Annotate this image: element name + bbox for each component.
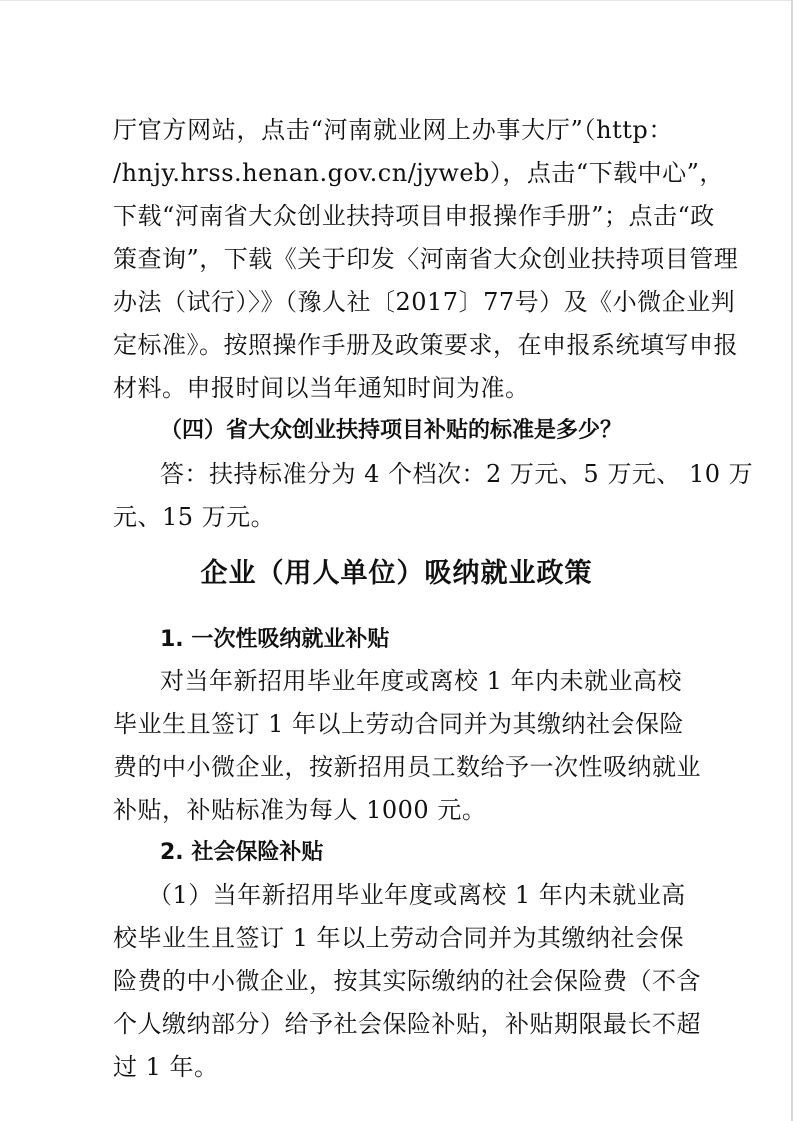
body-text-line: 个人缴纳部分）给予社会保险补贴，补贴期限最长不超: [113, 1010, 701, 1038]
body-text-line: 下载“河南省大众创业扶持项目申报操作手册”；点击“政: [113, 202, 715, 230]
body-text-line: （1）当年新招用毕业年度或离校 1 年内未就业高: [148, 881, 686, 909]
section-title: 企业（用人单位）吸纳就业政策: [200, 558, 593, 589]
body-text-line: 险费的中小微企业，按其实际缴纳的社会保险费（不含: [113, 967, 701, 995]
body-text-line: 校毕业生且签订 1 年以上劳动合同并为其缴纳社会保: [113, 924, 685, 952]
body-text-line: 过 1 年。: [113, 1053, 219, 1081]
body-text-line: 补贴，补贴标准为每人 1000 元。: [113, 796, 487, 824]
body-text-line: 费的中小微企业，按新招用员工数给予一次性吸纳就业: [113, 753, 701, 781]
body-text-line: 毕业生且签订 1 年以上劳动合同并为其缴纳社会保险: [113, 710, 685, 738]
answer-text-line: 元、15 万元。: [113, 503, 276, 531]
question-heading: （四）省大众创业扶持项目补贴的标准是多少？: [160, 418, 623, 443]
body-text-line: 定标准》。按照操作手册及政策要求，在申报系统填写申报: [113, 331, 738, 359]
body-text-line: 材料。申报时间以当年通知时间为准。: [113, 374, 530, 402]
body-text-line: 办法（试行）〉》（豫人社〔2017〕77号）及《小微企业判: [113, 288, 736, 316]
body-text-line: 对当年新招用毕业年度或离校 1 年内未就业高校: [160, 667, 683, 695]
item-2-title: 2. 社会保险补贴: [160, 840, 324, 865]
page-top-edge: [0, 0, 793, 1]
item-1-title: 1. 一次性吸纳就业补贴: [160, 627, 390, 652]
body-text-line: /hnjy.hrss.henan.gov.cn/jyweb），点击“下载中心”，: [113, 159, 724, 187]
answer-text-line: 答：扶持标准分为 4 个档次：2 万元、5 万元、 10 万: [160, 460, 754, 488]
body-text-line: 策查询”，下载《关于印发〈河南省大众创业扶持项目管理: [113, 245, 739, 273]
body-text-line: 厅官方网站，点击“河南就业网上办事大厅”（http：: [113, 116, 673, 144]
